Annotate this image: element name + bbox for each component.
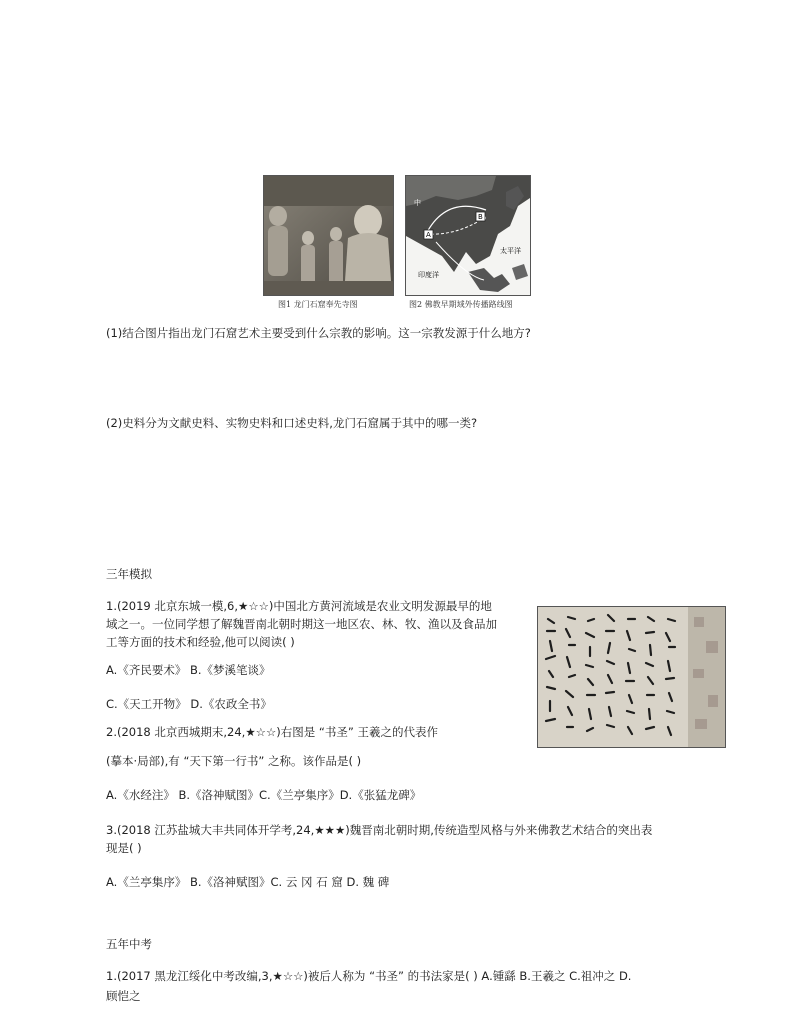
map-label-china: 中: [414, 199, 421, 207]
mock-q2-line1: 2.(2018 北京西城期末,24,★☆☆)右图是 “书圣” 王羲之的代表作: [106, 725, 438, 739]
calligraphy-image: [537, 606, 726, 748]
mock-q3-options: A.《兰亭集序》 B.《洛神赋图》C. 云 冈 石 窟 D. 魏 碑: [106, 875, 390, 889]
grotto-statues-image: [264, 176, 393, 295]
mock-q3-line1: 3.(2018 江苏盐城大丰共同体开学考,24,★★★)魏晋南北朝时期,传统造型风格与外来佛教艺术结合的突出表: [106, 823, 653, 837]
figure1-caption: 图1 龙门石窟奉先寺图: [278, 300, 358, 309]
mock-q1-options-ab: A.《齐民要术》 B.《梦溪笔谈》: [106, 663, 271, 677]
mock-q1-line1: 1.(2019 北京东城一模,6,★☆☆)中国北方黄河流域是农业文明发源最早的地: [106, 599, 492, 613]
calligraphy-columns: [538, 607, 725, 747]
map-label-a: A: [426, 231, 431, 239]
exam-q1-line2: 顾恺之: [106, 989, 141, 1003]
mock-q2-line2: (摹本·局部),有 “天下第一行书” 之称。该作品是( ): [106, 754, 362, 768]
map-label-b: B: [478, 213, 483, 221]
question-part1-2: (2)史料分为文献史料、实物史料和口述史料,龙门石窟属于其中的哪一类?: [106, 416, 478, 430]
section-title-mock: 三年模拟: [106, 567, 152, 581]
map-label-indian-ocean: 印度洋: [418, 271, 439, 279]
exam-q1-line1: 1.(2017 黑龙江绥化中考改编,3,★☆☆)被后人称为 “书圣” 的书法家是( ) A.锺繇 B.王羲之 C.祖冲之 D.: [106, 969, 632, 983]
map-label-pacific: 太平洋: [500, 247, 521, 255]
mock-q1-line2: 域之一。一位同学想了解魏晋南北朝时期这一地区农、林、牧、渔以及食品加: [106, 617, 497, 631]
section-title-exam: 五年中考: [106, 937, 152, 951]
question-part1-1: (1)结合图片指出龙门石窟艺术主要受到什么宗教的影响。这一宗教发源于什么地方?: [106, 326, 531, 340]
mock-q2-options: A.《水经注》 B.《洛神赋图》C.《兰亭集序》D.《张猛龙碑》: [106, 788, 422, 802]
figure2-caption: 图2 佛教早期域外传播路线图: [409, 300, 513, 309]
mock-q1-options-cd: C.《天工开物》 D.《农政全书》: [106, 697, 272, 711]
mock-q3-line2: 现是( ): [106, 841, 142, 855]
mock-q1-line3: 工等方面的技术和经验,他可以阅读( ): [106, 635, 295, 649]
buddhism-spread-map: [405, 175, 531, 296]
longmen-grottoes-photo: [263, 175, 394, 296]
